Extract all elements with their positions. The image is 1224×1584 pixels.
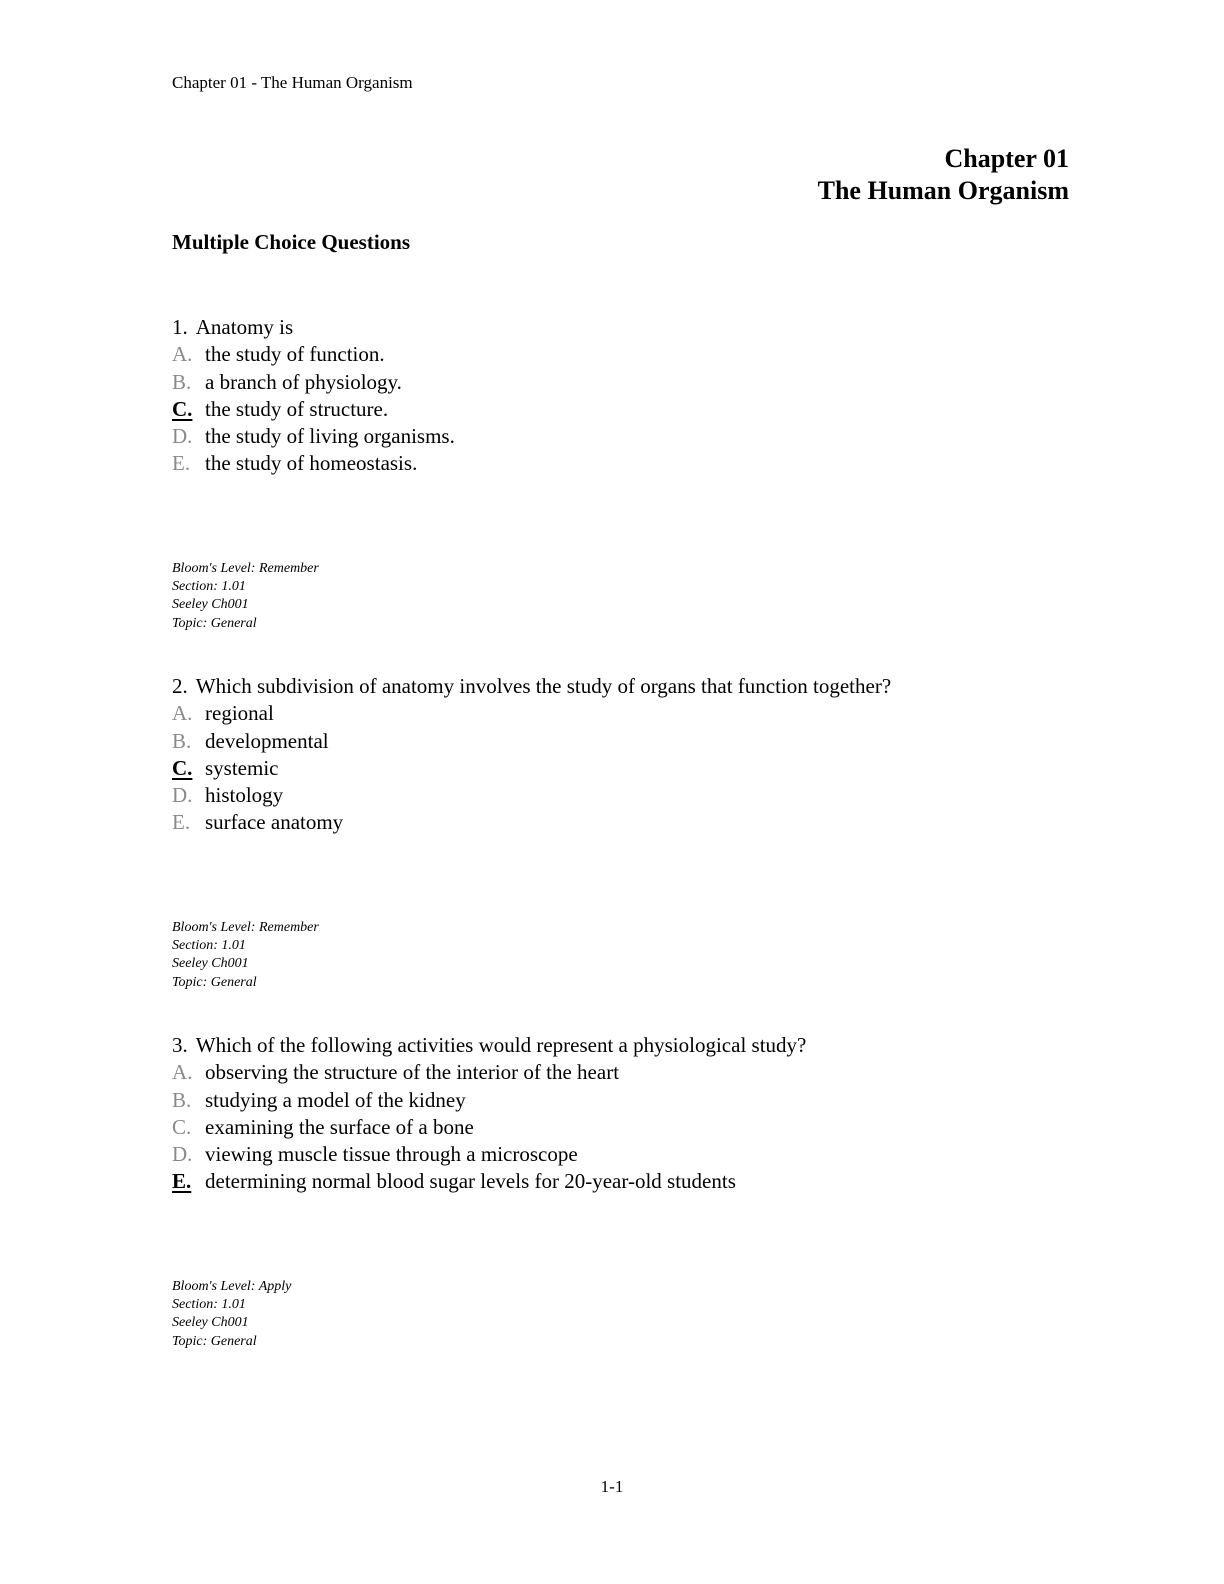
option-text: regional: [205, 701, 274, 726]
chapter-name: The Human Organism: [817, 176, 1069, 205]
correct-option-letter: C.: [172, 755, 193, 780]
question-stem: [172, 314, 1072, 341]
answer-option-a: [172, 700, 1072, 727]
section-heading: Multiple Choice Questions: [172, 230, 411, 254]
question-number: 3.: [172, 1033, 188, 1057]
answer-option-e: [172, 1168, 1072, 1195]
option-text: surface anatomy: [205, 810, 344, 835]
option-text: systemic: [205, 755, 279, 780]
chapter-title: [818, 143, 1069, 207]
chapter-number: Chapter 01: [944, 144, 1069, 173]
option-text: histology: [205, 783, 284, 808]
question-metadata: [172, 560, 1072, 633]
running-header: Chapter 01 - The Human Organism: [172, 73, 413, 92]
option-text: examining the surface of a bone: [205, 1114, 474, 1139]
option-letter: E.: [172, 810, 191, 835]
option-text: the study of structure.: [205, 396, 389, 421]
question-number: 1.: [172, 315, 188, 339]
section-ref: Section: 1.01: [172, 1297, 246, 1313]
option-letter: B.: [172, 369, 192, 394]
option-letter: B.: [172, 728, 192, 753]
option-text: the study of function.: [205, 342, 385, 367]
correct-option-letter: E.: [172, 1169, 192, 1194]
answer-option-e: [172, 450, 1072, 477]
question-text: Which subdivision of anatomy involves the study of organs that function together?: [195, 674, 892, 698]
option-letter: A.: [172, 342, 193, 367]
answer-option-b: [172, 728, 1072, 755]
answer-option-b: [172, 369, 1072, 396]
answer-option-e: [172, 809, 1072, 836]
source-ref: Seeley Ch001: [172, 956, 249, 972]
option-text: studying a model of the kidney: [205, 1087, 466, 1112]
section-ref: Section: 1.01: [172, 579, 246, 595]
option-letter: D.: [172, 424, 193, 449]
answer-option-a: [172, 341, 1072, 368]
option-text: observing the structure of the interior of the heart: [205, 1060, 620, 1085]
question-text: Anatomy is: [195, 315, 294, 339]
question-stem: [172, 1032, 1072, 1059]
option-letter: C.: [172, 1114, 192, 1139]
question-text: Which of the following activities would represent a physiological study?: [195, 1033, 807, 1057]
correct-option-letter: C.: [172, 396, 193, 421]
blooms-level: Bloom's Level: Apply: [172, 1278, 292, 1294]
option-text: developmental: [205, 728, 329, 753]
section-ref: Section: 1.01: [172, 938, 246, 954]
option-letter: D.: [172, 783, 193, 808]
blooms-level: Bloom's Level: Remember: [172, 560, 319, 576]
topic-ref: Topic: General: [172, 615, 257, 631]
answer-option-c: [172, 1114, 1072, 1141]
question-stem: [172, 673, 1072, 700]
page-number: 1-1: [600, 1477, 624, 1496]
question-1: [172, 314, 1072, 633]
answer-option-a: [172, 1059, 1072, 1086]
option-letter: D.: [172, 1142, 193, 1167]
option-letter: B.: [172, 1087, 192, 1112]
option-text: determining normal blood sugar levels for 20-year-old students: [205, 1169, 736, 1194]
answer-option-b: [172, 1087, 1072, 1114]
option-text: viewing muscle tissue through a microscope: [205, 1142, 578, 1167]
answer-option-c: [172, 396, 1072, 423]
question-number: 2.: [172, 674, 188, 698]
option-letter: A.: [172, 1060, 193, 1085]
blooms-level: Bloom's Level: Remember: [172, 919, 319, 935]
topic-ref: Topic: General: [172, 974, 257, 990]
answer-option-d: [172, 1141, 1072, 1168]
option-text: the study of living organisms.: [205, 424, 455, 449]
option-letter: E.: [172, 451, 191, 476]
answer-option-d: [172, 423, 1072, 450]
option-text: the study of homeostasis.: [205, 451, 418, 476]
option-letter: A.: [172, 701, 193, 726]
question-metadata: [172, 919, 1072, 992]
source-ref: Seeley Ch001: [172, 1315, 249, 1331]
question-2: [172, 673, 1072, 992]
question-metadata: [172, 1278, 1072, 1351]
question-3: [172, 1032, 1072, 1351]
option-text: a branch of physiology.: [205, 369, 402, 394]
topic-ref: Topic: General: [172, 1333, 257, 1349]
answer-option-d: [172, 782, 1072, 809]
source-ref: Seeley Ch001: [172, 597, 249, 613]
answer-option-c: [172, 755, 1072, 782]
